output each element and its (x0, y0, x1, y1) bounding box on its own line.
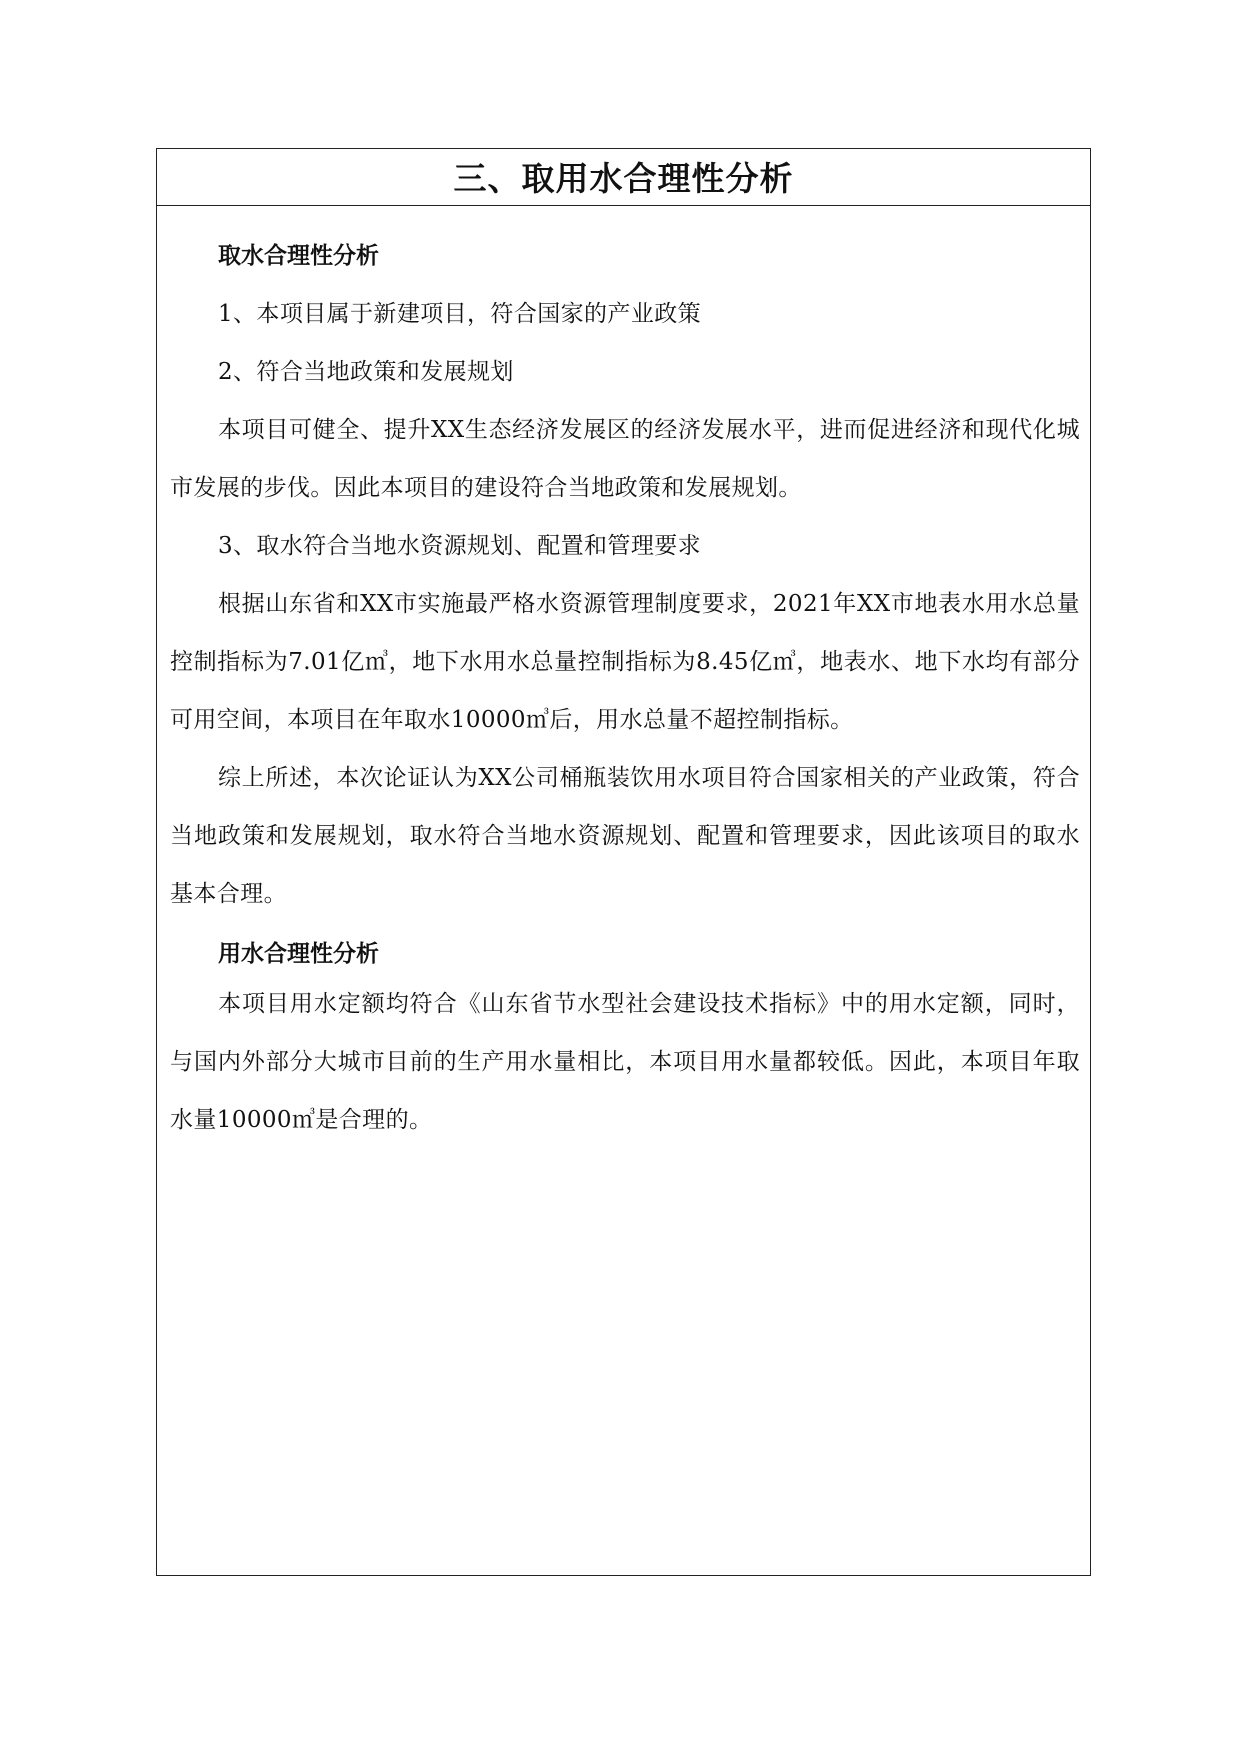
section-heading-water-use: 用水合理性分析 (218, 941, 379, 967)
paragraph: 本项目可健全、提升XX生态经济发展区的经济发展水平，进而促进经济和现代化城市发展的步伐。因此本项目的建设符合当地政策和发展规划。 (170, 417, 1080, 501)
section-heading-water-intake: 取水合理性分析 (218, 243, 379, 269)
paragraph: 根据山东省和XX市实施最严格水资源管理制度要求，2021年XX市地表水用水总量控制指标为7.01亿㎥，地下水用水总量控制指标为8.45亿㎥，地表水、地下水均有部分可用空间，本项目在年取水10000㎥后，用水总量不超控制指标。 (170, 591, 1080, 733)
paragraph: 本项目用水定额均符合《山东省节水型社会建设技术指标》中的用水定额，同时，与国内外部分大城市目前的生产用水量相比，本项目用水量都较低。因此，本项目年取水量10000㎥是合理的。 (170, 991, 1080, 1133)
document-body (170, 239, 1080, 1149)
page-title: 三、取用水合理性分析 (453, 158, 794, 198)
paragraph: 综上所述，本次论证认为XX公司桶瓶装饮用水项目符合国家相关的产业政策，符合当地政策和发展规划，取水符合当地水资源规划、配置和管理要求，因此该项目的取水基本合理。 (170, 765, 1080, 907)
paragraph: 1、本项目属于新建项目，符合国家的产业政策 (218, 301, 702, 327)
title-row (157, 149, 1090, 206)
document-table-frame (156, 148, 1091, 1576)
paragraph: 3、取水符合当地水资源规划、配置和管理要求 (218, 533, 702, 559)
paragraph: 2、符合当地政策和发展规划 (218, 359, 514, 385)
